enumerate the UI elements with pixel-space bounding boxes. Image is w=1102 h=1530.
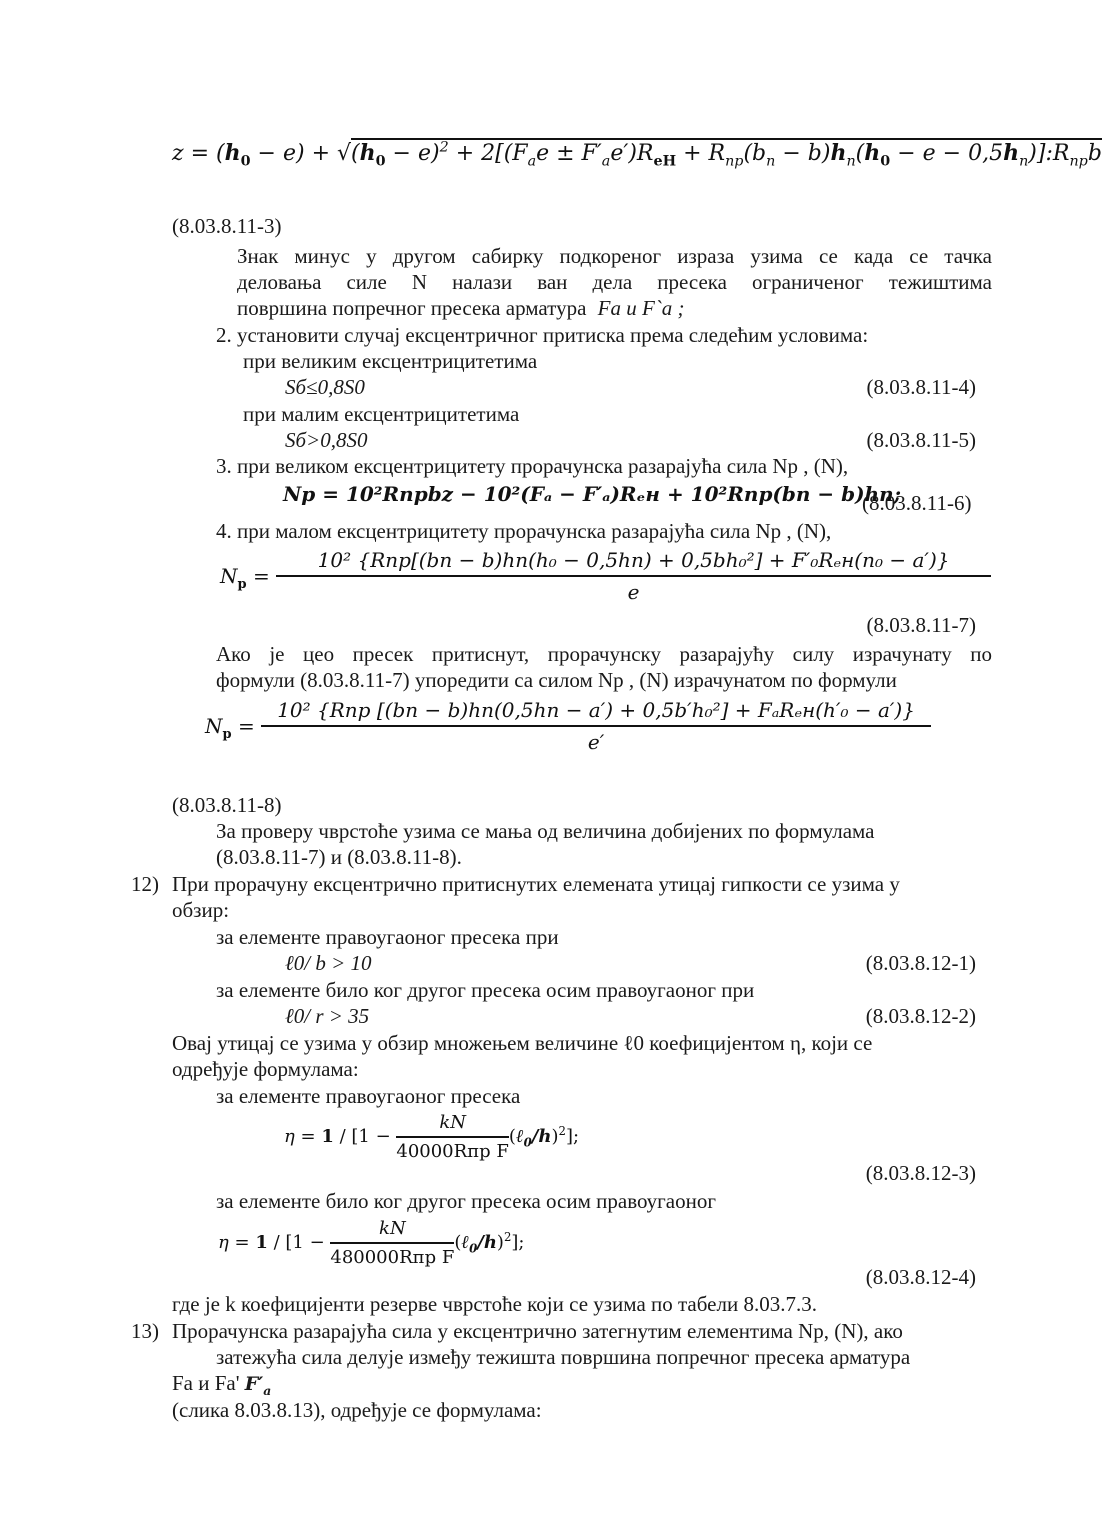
paragraph-line: Знак минус у другом сабирку подкореног израза узима се када се тачка bbox=[237, 244, 992, 268]
paragraph-line: обзир: bbox=[172, 898, 230, 922]
paragraph-line: Овај утицај се узима у обзир множењем величине ℓ0 коефицијентом η, који се bbox=[172, 1031, 873, 1055]
label-other-when: за елементе било ког другог пресека осим правоугаоног при bbox=[216, 978, 755, 1002]
eq-label-11-7: (8.03.8.11-7) bbox=[866, 613, 976, 637]
label-other: за елементе било ког другог пресека осим правоугаоног bbox=[216, 1189, 716, 1213]
paragraph-line: затежућа сила делује између тежишта површина попречног пресека арматура bbox=[216, 1345, 911, 1369]
denominator: e′ bbox=[587, 730, 605, 754]
numerator: 10² {Rпр [(bп − b)hп(0,5hп − a′) + 0,5b′h₀²] + FₐRₑн(h′₀ − a′)} bbox=[261, 698, 931, 727]
paragraph-line: За проверу чврстоће узима се мања од величина добијених по формулама bbox=[216, 819, 875, 843]
paragraph-line: При прорачуну ексцентрично притиснутих елемената утицај гипкости се узима у bbox=[172, 872, 900, 896]
fraction bbox=[261, 698, 931, 754]
formula-eta-other: η = 1 / [1 − $\frac{kN}{\text{480000Rпр F}}$ (ℓ$_0$/h)$^2$]; bbox=[218, 1218, 525, 1268]
list-item-2: 2. установити случај ексцентричног притиска према следећим условима: bbox=[216, 323, 869, 347]
paragraph-line: где је k коефицијенти резерве чврстоће који се узима по табели 8.03.7.3. bbox=[172, 1292, 817, 1316]
paragraph-line: формули (8.03.8.11-7) упоредити са силом Nр , (N) израчунатом по формули bbox=[216, 668, 897, 692]
paragraph-text: Fa и Fa' bbox=[172, 1371, 240, 1395]
condition-11-4: Sб≤0,8S0 bbox=[285, 375, 365, 399]
denominator: 40000Rпр F bbox=[396, 1141, 509, 1162]
eq-label-12-1: (8.03.8.12-1) bbox=[865, 951, 976, 975]
eq-label-12-2: (8.03.8.12-2) bbox=[865, 1004, 976, 1028]
denominator: 480000Rпр F bbox=[330, 1247, 455, 1268]
paragraph-line: одређује формулама: bbox=[172, 1057, 359, 1081]
paragraph-line: Ако је цео пресек притиснут, прорачунску разарајућу силу израчунату по bbox=[216, 642, 992, 666]
fraction bbox=[276, 548, 991, 604]
condition-12-1: ℓ0/ b > 10 bbox=[285, 951, 372, 975]
condition-11-5: Sб>0,8S0 bbox=[285, 428, 368, 452]
label-rect: за елементе правоугаоног пресека bbox=[216, 1084, 521, 1108]
numerator: kN bbox=[396, 1112, 509, 1138]
numerator: 10² {Rпр[(bп − b)hп(h₀ − 0,5hп) + 0,5bh₀²] + F′₀Rₑн(n₀ − a′)} bbox=[276, 548, 991, 577]
eq-label-11-6: (8.03.8.11-6) bbox=[862, 491, 972, 515]
symbol-fa-prime: $F'_a$ bbox=[244, 1373, 272, 1398]
formula-z: $z = (h_0 - e) + √(h_0 - e)^2 + 2[(F_ae \pm F'_ae')R_{eH} + R_{пр}(b_п - b)h_п(h_0 - e$ − $0,5h_п)]:R_{пр}b$ bbox=[172, 139, 1102, 170]
symbol-fa: Fa u F`a ; bbox=[597, 296, 685, 320]
eq-label-11-4: (8.03.8.11-4) bbox=[866, 375, 976, 399]
np-symbol: $N_p$ = bbox=[205, 714, 262, 742]
paragraph-line bbox=[237, 295, 685, 321]
paragraph-line: деловања силе N налази ван дела пресека ограниченог тежиштима bbox=[237, 270, 992, 294]
eq-label-11-5: (8.03.8.11-5) bbox=[866, 428, 976, 452]
label-large-eccentricity: при великим ексцентрицитетима bbox=[243, 349, 538, 373]
numerator: kN bbox=[330, 1218, 454, 1244]
formula-np-full bbox=[205, 698, 931, 754]
denominator: e bbox=[627, 580, 640, 604]
paragraph-line: (8.03.8.11-7) и (8.03.8.11-8). bbox=[216, 845, 462, 869]
formula-eta-rect: η = 1 / [1 − $\frac{kN}{\text{40000Rпр F}}$ (ℓ$_0$/h)$^2$]; bbox=[284, 1112, 580, 1162]
formula-np-small bbox=[220, 548, 991, 604]
list-item-4: 4. при малом ексцентрицитету прорачунска разарајућа сила Nр , (N), bbox=[216, 519, 832, 543]
list-item-3: 3. при великом ексцентрицитету прорачунска разарајућа сила Nр , (N), bbox=[216, 454, 849, 478]
formula-np-large: Nр = 10²Rпрbz − 10²(Fₐ − F′ₐ)Rₑн + 10²Rпр(bп − b)hп; bbox=[283, 482, 902, 506]
label-small-eccentricity: при малим ексцентрицитетима bbox=[243, 402, 520, 426]
paragraph-text: површина попречног пресека арматура bbox=[237, 296, 587, 320]
label-rect-when: за елементе правоугаоног пресека при bbox=[216, 925, 559, 949]
fraction bbox=[396, 1112, 509, 1162]
paragraph-line bbox=[172, 1370, 271, 1397]
eq-label-12-4: (8.03.8.12-4) bbox=[865, 1265, 976, 1289]
fraction bbox=[330, 1218, 454, 1268]
np-symbol: $N_p$ = bbox=[220, 564, 277, 592]
eq-label-12-3: (8.03.8.12-3) bbox=[865, 1161, 976, 1185]
paragraph-line: (слика 8.03.8.13), одређује се формулама: bbox=[172, 1398, 542, 1422]
eq-label-11-3: (8.03.8.11-3) bbox=[172, 214, 282, 238]
item-13-number: 13) bbox=[131, 1319, 159, 1343]
eq-label-11-8: (8.03.8.11-8) bbox=[172, 793, 282, 817]
item-12-number: 12) bbox=[131, 872, 159, 896]
paragraph-line: Прорачунска разарајућа сила у ексцентрично затегнутим елементима Np, (N), ако bbox=[172, 1319, 903, 1343]
condition-12-2: ℓ0/ r > 35 bbox=[285, 1004, 370, 1028]
